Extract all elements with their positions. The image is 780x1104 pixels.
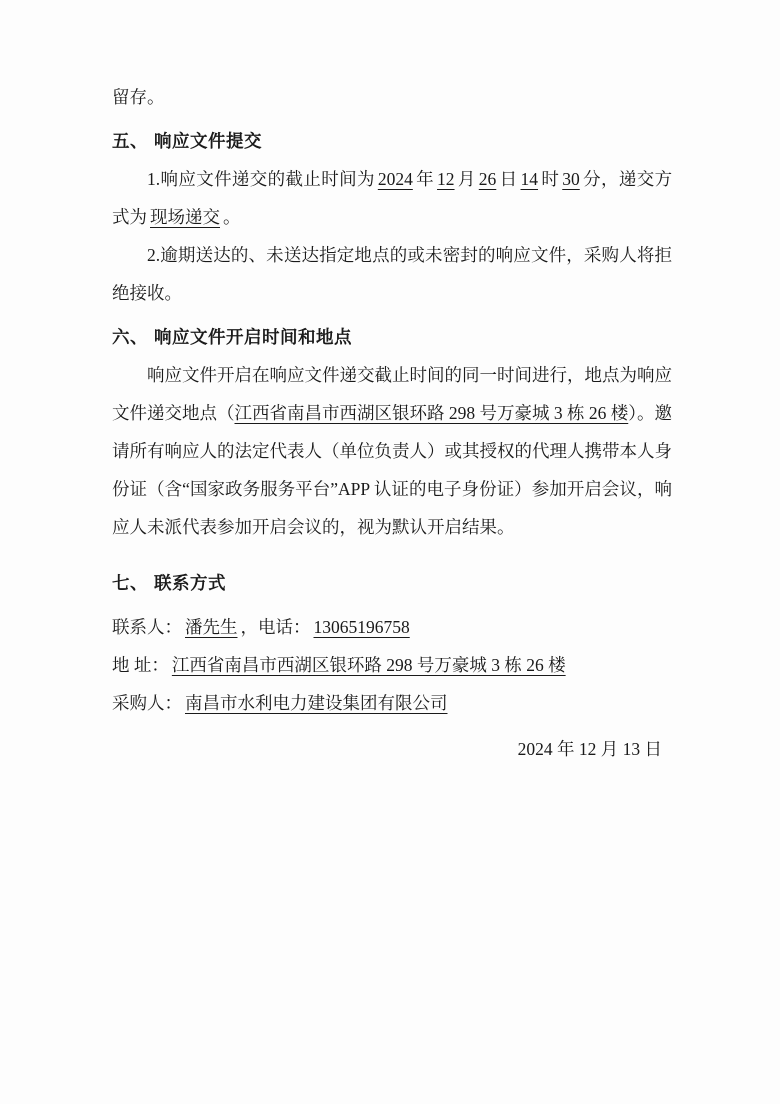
section-6-paragraph: [112, 356, 672, 546]
minute-unit: 分，: [582, 169, 619, 189]
opening-location: 江西省南昌市西湖区银环路 298 号万豪城 3 栋 26 楼: [234, 403, 629, 423]
item-2-prefix: 2.: [147, 245, 161, 265]
item-1-text-end: 。: [223, 207, 241, 227]
section-6-number: 六、: [112, 327, 148, 347]
deadline-year: 2024: [377, 169, 413, 189]
section-5-item-1: [112, 160, 672, 236]
page-blank-area: [112, 768, 672, 1068]
section-heading-5: [112, 122, 672, 160]
section-7-title: 联系方式: [154, 573, 226, 593]
carryover-line: 留存。: [112, 87, 165, 107]
section-5-item-2: [112, 236, 672, 312]
item-1-text-before: 响应文件递交的截止时间为: [160, 169, 375, 189]
section-5-title: 响应文件提交: [154, 131, 262, 151]
opening-text-part1: 响应文件开启在响应文件递交截止时间的同一时间进行，地点为响应文件递交地点（: [112, 365, 672, 423]
deadline-hour: 14: [520, 169, 539, 189]
month-unit: 月: [457, 169, 476, 189]
document-body: [112, 78, 672, 1068]
item-2-text: 逾期送达的、未送达指定地点的或未密封的响应文件，采购人将拒绝接收。: [112, 245, 672, 303]
contact-purchaser-label: 采购人：: [112, 693, 182, 713]
contact-address-value: 江西省南昌市西湖区银环路 298 号万豪城 3 栋 26 楼: [171, 655, 566, 675]
deadline-month: 12: [437, 169, 455, 189]
deadline-day: 26: [478, 169, 497, 189]
item-1-text-mid: 递交方式为: [112, 169, 673, 227]
contact-phone-value: 13065196758: [313, 617, 410, 637]
section-heading-6: [112, 318, 672, 356]
contact-person-label: 联系人：: [112, 617, 182, 637]
deadline-minute: 30: [562, 169, 580, 189]
contact-row-purchaser: [112, 684, 672, 722]
contact-address-label: 地 址：: [112, 655, 169, 675]
signature-date: 2024 年 12 月 13 日: [517, 739, 662, 759]
contact-phone-label: ，电话：: [240, 617, 311, 637]
opening-text-part2: ）。邀请所有响应人的法定代表人（单位负责人）或其授权的代理人携带本人身份证（含“国家政务服务平台”APP 认证的电子身份证）参加开启会议，响应人未派代表参加开启会议的，视为默认开启结果。: [112, 403, 672, 537]
day-unit: 日: [499, 169, 518, 189]
contact-purchaser-value: 南昌市水利电力建设集团有限公司: [185, 693, 448, 713]
contact-row-person: [112, 608, 672, 646]
hour-unit: 时: [541, 169, 560, 189]
section-spacer: [112, 546, 672, 558]
contact-person-value: 潘先生: [185, 617, 238, 637]
section-heading-7: [112, 564, 672, 602]
section-5-number: 五、: [112, 131, 148, 151]
section-6-title: 响应文件开启时间和地点: [154, 327, 352, 347]
contact-row-address: [112, 646, 672, 684]
contact-block: [112, 608, 672, 722]
submission-method: 现场递交: [150, 207, 220, 227]
section-7-number: 七、: [112, 573, 148, 593]
item-1-prefix: 1.: [147, 169, 161, 189]
year-unit: 年: [415, 169, 435, 189]
